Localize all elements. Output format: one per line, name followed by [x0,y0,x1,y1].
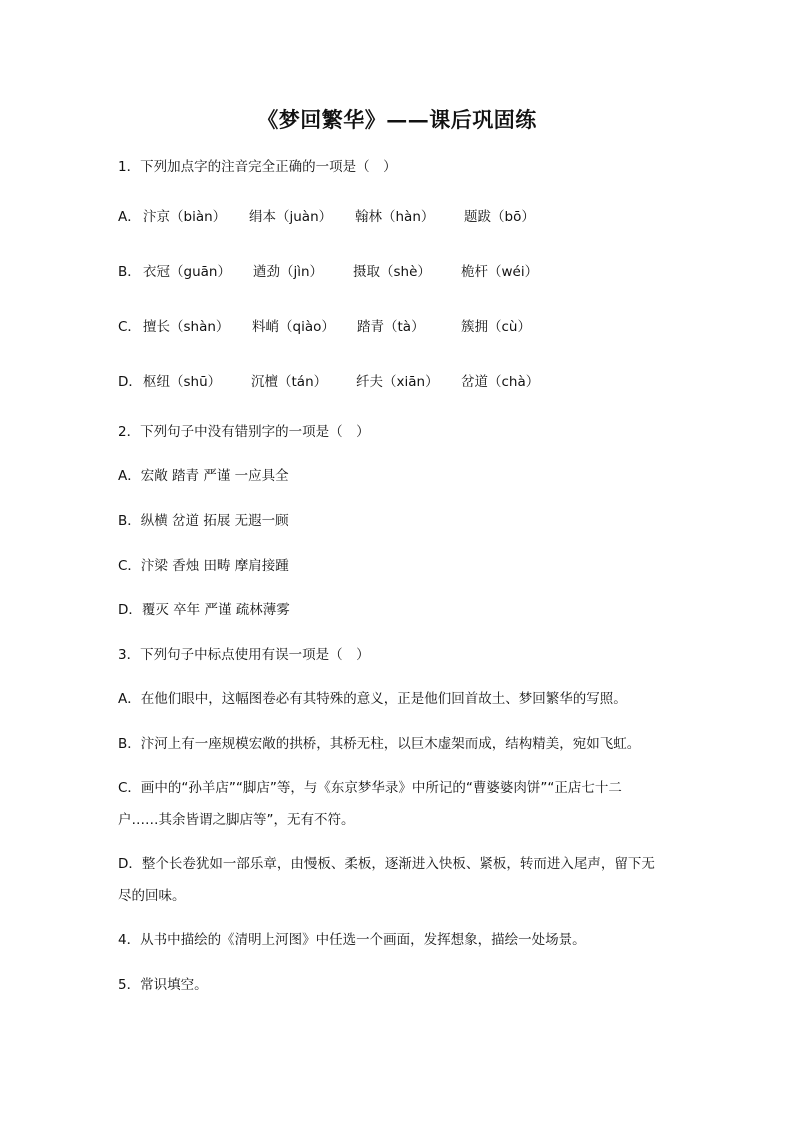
option-item: 绢本（juàn） [249,209,333,225]
option-label: A． [118,209,141,225]
option-item: 纤夫（xiān） [356,374,439,390]
option-item: 桅杆（wéi） [461,264,539,280]
option-item: 摄取（shè） [353,264,431,280]
question-2-stem: 2．下列句子中没有错别字的一项是（ ） [118,424,370,440]
q3-option-d-line1: D．整个长卷犹如一部乐章，由慢板、柔板，逐渐进入快板、紧板，转而进入尾声，留下无 [118,856,655,872]
option-label: D． [118,374,142,390]
option-item: 踏青（tà） [357,319,425,335]
q2-option-d: D．覆灭 卒年 严谨 疏林薄雾 [118,602,290,618]
q2-option-b: B．纵横 岔道 拓展 无遐一顾 [118,513,289,529]
option-item: 沉檀（tán） [251,374,328,390]
option-item: 题跋（bō） [464,209,535,225]
option-label: B． [118,264,141,280]
question-3-stem: 3．下列句子中标点使用有误一项是（ ） [118,647,370,663]
q3-option-c-line2: 户……其余皆谓之脚店等”，无有不符。 [118,812,355,828]
q3-option-a: A．在他们眼中，这幅图卷必有其特殊的意义，正是他们回首故土、梦回繁华的写照。 [118,691,627,707]
option-item: 枢纽（shū） [143,374,222,390]
option-item: 衣冠（guān） [143,264,231,280]
option-item: 料峭（qiào） [252,319,335,335]
question-4-stem: 4．从书中描绘的《清明上河图》中任选一个画面，发挥想象，描绘一处场景。 [118,932,586,948]
page-title: 《梦回繁华》——课后巩固练 [257,107,537,132]
q3-option-c-line1: C．画中的“孙羊店”“脚店”等，与《东京梦华录》中所记的“曹婆婆肉饼”“正店七十二 [118,780,622,796]
option-item: 汴京（biàn） [143,209,227,225]
q2-option-a: A．宏敞 踏青 严谨 一应具全 [118,468,289,484]
option-item: 擅长（shàn） [143,319,230,335]
option-item: 岔道（chà） [461,374,540,390]
option-item: 簇拥（cù） [461,319,531,335]
q2-option-c: C．汴梁 香烛 田畴 摩肩接踵 [118,558,289,574]
q3-option-b: B．汴河上有一座规模宏敞的拱桥，其桥无柱，以巨木虚架而成，结构精美，宛如飞虹。 [118,736,641,752]
question-5-stem: 5．常识填空。 [118,977,208,993]
q3-option-d-line2: 尽的回味。 [118,888,186,904]
option-item: 翰林（hàn） [355,209,435,225]
option-item: 遒劲（jìn） [253,264,324,280]
question-1-stem: 1．下列加点字的注音完全正确的一项是（ ） [118,159,397,175]
option-label: C． [118,319,141,335]
